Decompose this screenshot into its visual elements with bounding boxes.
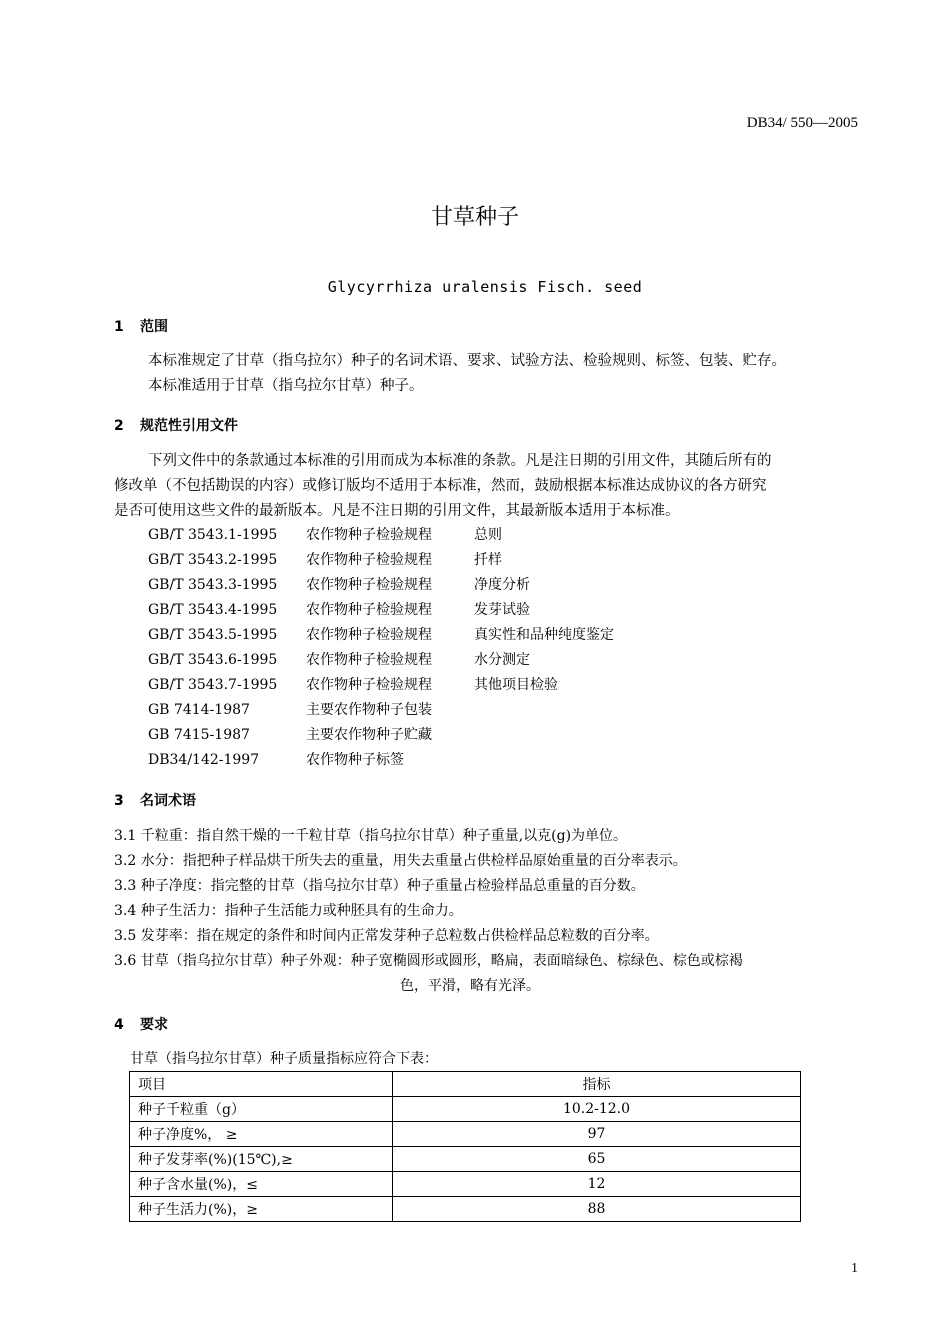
- reference-code: GB/T 3543.4-1995: [148, 602, 278, 618]
- reference-part: 真实性和品种纯度鉴定: [474, 627, 614, 643]
- table-cell: 种子发芽率(%)(15℃),≥: [130, 1147, 393, 1172]
- section-heading-requirements: [114, 1014, 168, 1034]
- reference-name: 农作物种子检验规程: [306, 677, 432, 693]
- reference-code: GB/T 3543.7-1995: [148, 677, 278, 693]
- table-cell: 65: [393, 1147, 801, 1172]
- reference-part: 其他项目检验: [474, 677, 558, 693]
- table-row: [130, 1147, 801, 1172]
- section-number: 3: [114, 793, 124, 809]
- section-number: 1: [114, 319, 124, 335]
- normative-intro-line-1: 下列文件中的条款通过本标准的引用而成为本标准的条款。凡是注日期的引用文件，其随后所有的: [148, 453, 772, 469]
- term-item: 3.6 甘草（指乌拉尔甘草）种子外观：种子宽椭圆形或圆形，略扁，表面暗绿色、棕绿色、棕色或棕褐: [114, 953, 743, 969]
- section-heading-terms: [114, 790, 196, 810]
- reference-code: GB/T 3543.6-1995: [148, 652, 278, 668]
- reference-part: 扦样: [474, 552, 502, 568]
- reference-code: GB 7414-1987: [148, 702, 250, 718]
- reference-part: 净度分析: [474, 577, 530, 593]
- table-cell: 97: [393, 1122, 801, 1147]
- table-cell: 12: [393, 1172, 801, 1197]
- section-title: 要求: [140, 1017, 168, 1033]
- term-item-continuation: 色，平滑，略有光泽。: [400, 978, 540, 994]
- table-header-cell: 指标: [393, 1072, 801, 1097]
- section-title: 规范性引用文件: [140, 418, 238, 434]
- scope-line-1: 本标准规定了甘草（指乌拉尔）种子的名词术语、要求、试验方法、检验规则、标签、包装、贮存。: [148, 353, 786, 369]
- term-item: 3.3 种子净度：指完整的甘草（指乌拉尔甘草）种子重量占检验样品总重量的百分数。: [114, 878, 645, 894]
- normative-intro-line-2: 修改单（不包括勘误的内容）或修订版均不适用于本标准，然而，鼓励根据本标准达成协议的各方研究: [114, 478, 767, 494]
- table-header-cell: 项目: [130, 1072, 393, 1097]
- term-item: 3.4 种子生活力：指种子生活能力或种胚具有的生命力。: [114, 903, 463, 919]
- term-item: 3.5 发芽率：指在规定的条件和时间内正常发芽种子总粒数占供检样品总粒数的百分率。: [114, 928, 659, 944]
- reference-name: 农作物种子检验规程: [306, 602, 432, 618]
- reference-name: 农作物种子标签: [306, 752, 404, 768]
- reference-name: 农作物种子检验规程: [306, 627, 432, 643]
- table-cell: 种子含水量(%)，≤: [130, 1172, 393, 1197]
- reference-code: GB 7415-1987: [148, 727, 250, 743]
- table-cell: 10.2-12.0: [393, 1097, 801, 1122]
- reference-code: GB/T 3543.1-1995: [148, 527, 278, 543]
- normative-intro-line-3: 是否可使用这些文件的最新版本。凡是不注日期的引用文件，其最新版本适用于本标准。: [114, 503, 680, 519]
- section-title: 范围: [140, 319, 168, 335]
- section-number: 2: [114, 418, 124, 434]
- scope-line-2: 本标准适用于甘草（指乌拉尔甘草）种子。: [148, 378, 424, 394]
- page-subtitle: Glycyrrhiza uralensis Fisch. seed: [327, 278, 643, 296]
- table-row: [130, 1197, 801, 1222]
- table-header-row: [130, 1072, 801, 1097]
- term-item: 3.2 水分：指把种子样品烘干所失去的重量，用失去重量占供检样品原始重量的百分率表示。: [114, 853, 687, 869]
- table-cell: 种子生活力(%)，≥: [130, 1197, 393, 1222]
- section-title: 名词术语: [140, 793, 196, 809]
- reference-code: GB/T 3543.5-1995: [148, 627, 278, 643]
- reference-name: 农作物种子检验规程: [306, 652, 432, 668]
- reference-name: 农作物种子检验规程: [306, 552, 432, 568]
- reference-name: 农作物种子检验规程: [306, 527, 432, 543]
- table-row: [130, 1122, 801, 1147]
- table-caption: 甘草（指乌拉尔甘草）种子质量指标应符合下表：: [130, 1051, 438, 1067]
- reference-name: 农作物种子检验规程: [306, 577, 432, 593]
- document-code: DB34/ 550—2005: [746, 115, 858, 131]
- section-heading-scope: [114, 316, 168, 336]
- section-heading-normative: [114, 415, 238, 435]
- reference-code: GB/T 3543.2-1995: [148, 552, 278, 568]
- requirements-table: [129, 1071, 801, 1222]
- term-item: 3.1 千粒重：指自然干燥的一千粒甘草（指乌拉尔甘草）种子重量,以克(g)为单位。: [114, 828, 628, 844]
- section-number: 4: [114, 1017, 124, 1033]
- table-row: [130, 1172, 801, 1197]
- reference-part: 发芽试验: [474, 602, 530, 618]
- reference-name: 主要农作物种子贮藏: [306, 727, 432, 743]
- table-row: [130, 1097, 801, 1122]
- reference-part: 水分测定: [474, 652, 530, 668]
- table-cell: 88: [393, 1197, 801, 1222]
- page-number: 1: [851, 1261, 858, 1276]
- reference-code: DB34/142-1997: [148, 752, 260, 768]
- table-cell: 种子净度%， ≥: [130, 1122, 393, 1147]
- page-title: 甘草种子: [430, 205, 519, 230]
- reference-code: GB/T 3543.3-1995: [148, 577, 278, 593]
- reference-part: 总则: [474, 527, 502, 543]
- reference-name: 主要农作物种子包装: [306, 702, 432, 718]
- table-cell: 种子千粒重（g）: [130, 1097, 393, 1122]
